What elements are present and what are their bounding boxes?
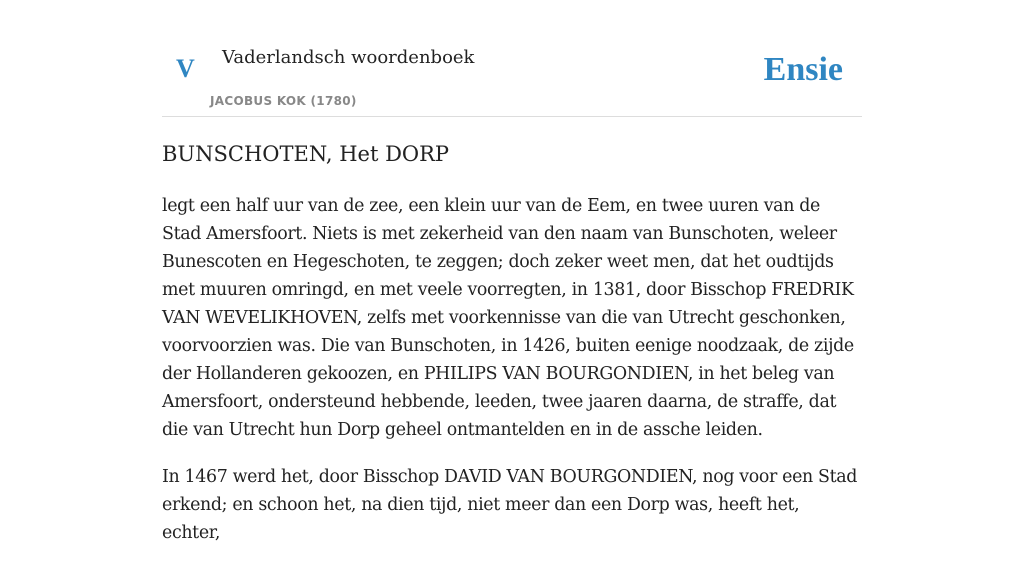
ensie-logo[interactable]: Ensie <box>763 51 843 88</box>
dictionary-title-link[interactable]: Vaderlandsch woordenboek <box>222 47 475 68</box>
dictionary-author: JACOBUS KOK (1780) <box>210 94 357 108</box>
entry-paragraph: legt een half uur van de zee, een klein uur van de Eem, en twee uuren van de Stad Amersfoort. Niets is met zekerheid van den naam van Bunschoten, weleer Bunescoten en Hegeschoten, te zeggen; doch zeker weet men, dat het oudtijds met muuren omringd, en met veele voorregten, in 1381, door Bisschop FREDRIK VAN WEVELIKHOVEN, zelfs met voorkennisse van die van Utrecht geschonken, voorvoorzien was. Die van Bunschoten, in 1426, buiten eenige noodzaak, de zijde der Hollanderen gekoozen, en PHILIPS VAN BOURGONDIEN, in het beleg van Amersfoort, ondersteund hebbende, leeden, twee jaaren daarna, de straffe, dat die van Utrecht hun Dorp geheel ontmantelden en in de assche leiden. <box>162 196 854 440</box>
page-content <box>162 0 862 543</box>
entry-title: BUNSCHOTEN, Het DORP <box>162 142 450 166</box>
letter-v-icon[interactable]: V <box>176 54 195 83</box>
dictionary-header <box>162 0 862 117</box>
entry-body <box>162 192 862 566</box>
entry-paragraph: In 1467 werd het, door Bisschop DAVID VAN BOURGONDIEN, nog voor een Stad erkend; en schoon het, na dien tijd, niet meer dan een Dorp was, heeft het, echter, <box>162 467 858 543</box>
